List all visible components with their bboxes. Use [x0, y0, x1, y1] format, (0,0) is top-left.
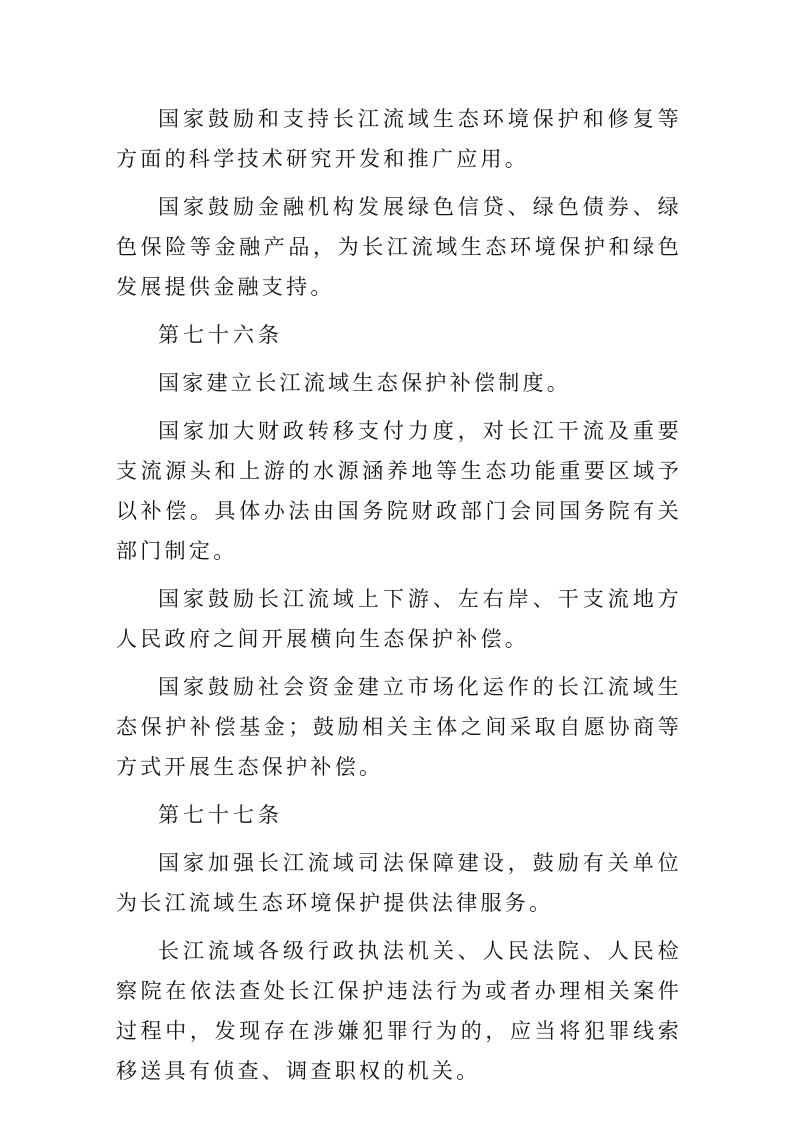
paragraph-case-transfer: 长江流域各级行政执法机关、人民法院、人民检察院在依法查处长江保护违法行为或者办理相关案件过程中，发现存在涉嫌犯罪行为的，应当将犯罪线索移送具有侦查、调查职权的机关。 [116, 939, 682, 1083]
paragraph-green-finance: 国家鼓励金融机构发展绿色信贷、绿色债券、绿色保险等金融产品，为长江流域生态环境保护和绿色发展提供金融支持。 [116, 195, 682, 299]
paragraph-compensation-system: 国家建立长江流域生态保护补偿制度。 [158, 371, 572, 395]
paragraph-horizontal-compensation: 国家鼓励长江流域上下游、左右岸、干支流地方人民政府之间开展横向生态保护补偿。 [116, 587, 682, 651]
paragraph-judicial-support: 国家加强长江流域司法保障建设，鼓励有关单位为长江流域生态环境保护提供法律服务。 [116, 851, 682, 915]
paragraph-compensation-fund: 国家鼓励社会资金建立市场化运作的长江流域生态保护补偿基金；鼓励相关主体之间采取自愿协商等方式开展生态保护补偿。 [116, 675, 682, 779]
document-body [116, 99, 682, 1099]
article-77-heading: 第七十七条 [158, 803, 283, 827]
article-76-heading: 第七十六条 [158, 323, 283, 347]
paragraph-transfer-payment: 国家加大财政转移支付力度，对长江干流及重要支流源头和上游的水源涵养地等生态功能重要区域予以补偿。具体办法由国务院财政部门会同国务院有关部门制定。 [116, 419, 682, 563]
paragraph-science-research: 国家鼓励和支持长江流域生态环境保护和修复等方面的科学技术研究开发和推广应用。 [116, 107, 682, 171]
